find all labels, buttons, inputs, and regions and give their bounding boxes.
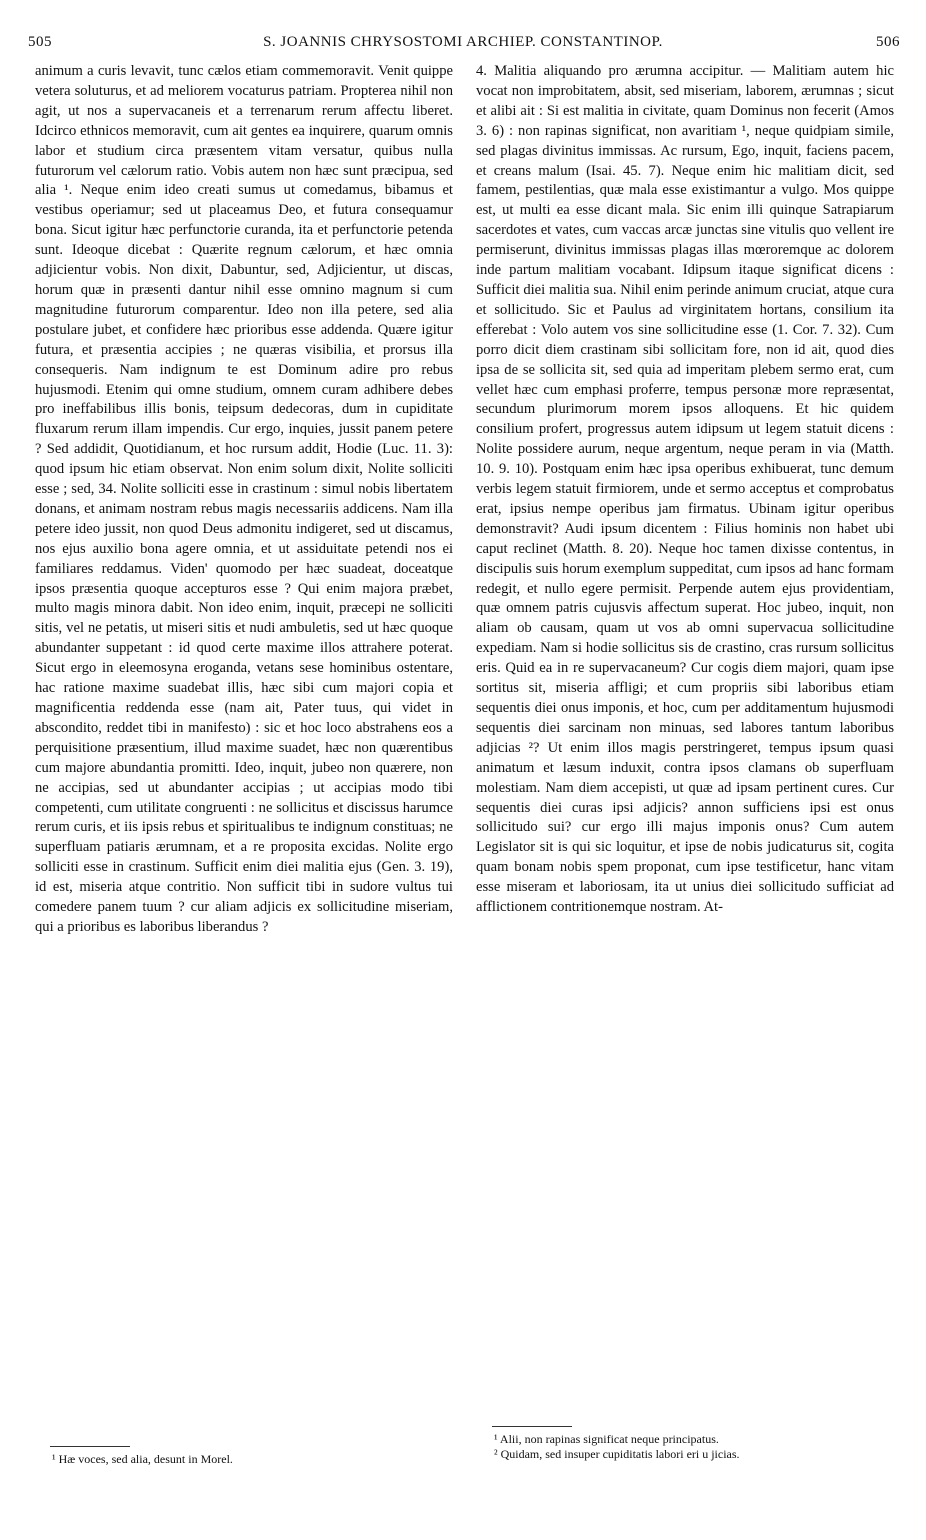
running-title: S. JOANNIS CHRYSOSTOMI ARCHIEP. CONSTANTINOP. (263, 34, 663, 50)
footnote-left (52, 1452, 452, 1467)
footnote-rule-right (492, 1426, 572, 1427)
running-header (20, 34, 906, 58)
footnote-rule-left (50, 1446, 130, 1447)
footnote-right (494, 1432, 894, 1462)
footnote-right-2: ² Quidam, sed insuper cupiditatis labori eri u jicias. (494, 1447, 740, 1461)
left-column-text: animum a curis levavit, tunc cælos etiam commemoravit. Venit quippe vetera soluturus, et ad meliorem vocaturus patriam. Propterea nihil non agit, ut nos a supervacaneis et a terrenarum rerum affectu liberet. Idcirco ethnicos memoravit, cum ait gentes ea inquirere, quarum omnis labor et studium circa præsentem vitam versatur, quibus nulla futurorum vel cælorum ratio. Vobis autem non hæc sunt præcipua, sed alia ¹. Neque enim ideo creati sumus ut comedamus, bibamus et vestibus operiamur; sed ut placeamus Deo, et futura consequamur bona. Sicut igitur hæc perfunctorie curanda, ita et perfunctorie petenda sunt. Ideoque dicebat : Quærite regnum cælorum, et hæc omnia adjicientur vobis. Non dixit, Dabuntur, sed, Adjicientur, ut discas, horum quæ in præsenti dantur nihil esse omnino magnum si cum magnitudine futurorum comparentur. Ideo non illa petere, sed alia postulare jubet, et confidere hæc prioribus esse addenda. Quære igitur futura, et præsentia accipies ; ne quæras visibilia, et prorsus illa consequeris. Nam indignum te est Dominum adire pro rebus hujusmodi. Etenim qui omne studium, omnem curam adhibere debes pro ineffabilibus illis bonis, teipsum dedecoras, dum in cupiditate fluxarum rerum illam impendis. Cur ergo, inquies, jussit panem petere ? Sed addidit, Quotidianum, et hoc rursum addit, Hodie (Luc. 11. 3): quod ipsum hic etiam observat. Non enim solum dixit, Nolite solliciti esse ; sed, 34. Nolite solliciti esse in crastinum : simul nobis libertatem donans, et animam nostram rebus magis necessariis addicens. Nam illa petere ideo jussit, non quod Deus admonitu indigeret, sed ut discamus, nos ejus auxilio bona agere omnia, et ut assiduitate petendi nos ei familiares reddamus. Viden' quomodo per hæc suadeat, doceatque ipsos præsentia quoque accepturos esse ? Qui enim majora præbet, multo magis minora dabit. Non ideo enim, inquit, præcepi ne solliciti sitis, vel ne petatis, ut miseri sitis et nudi ambuletis, sed ut hæc quoque abundanter suppetant : id quod certe maxime illos attrahere poterat. Sicut ergo in eleemosyna eroganda, vetans sese hominibus ostentare, hac ratione maxime suadebat illis, hæc sibi cum majori copia et magnificentia reddenda esse (nam ait, Pater tuus, qui videt in abscondito, reddet tibi in manifesto) : sic et hoc loco abstrahens eos a perquisitione præsentium, illud maxime suadet, hæc non quærentibus cum majore abundantia promitti. Ideo, inquit, jubeo non quærere, non ne accipias, sed ut abundanter accipias ; ut accipias modo tibi competenti, cum utilitate congruenti : ne sollicitus et discissus harumce rerum curis, et iis ipsis rebus et spiritualibus te indignum constituas; ne superfluam patiaris ærumnam, et a re proposita excidas. Nolite ergo solliciti esse in crastinum. Sufficit enim diei malitia ejus (Gen. 3. 19), id est, miseria atque contritio. Non sufficit tibi in sudore vultus tui comedere panem tuum ? cur aliam adjicis ex sollicitudine miseriam, qui a prioribus es laboribus liberandus ? (35, 63, 453, 935)
page-number-right: 506 (876, 34, 900, 50)
footnote-right-1: ¹ Alii, non rapinas significat neque principatus. (494, 1432, 719, 1446)
right-column (476, 62, 894, 918)
right-column-text: 4. Malitia aliquando pro ærumna accipitur. — Malitiam autem hic vocat non improbitatem, absit, sed miseriam, laborem, ærumnas ; sicut et alibi ait : Si est malitia in civitate, quam Dominus non fecerit (Amos 3. 6) : non rapinas significat, non avaritiam ¹, neque quidpiam simile, sed plagas divinitus immissas. Ac rursum, Ego, inquit, faciens pacem, et creans malum (Isai. 45. 7). Neque enim hic malitiam dicit, sed famem, pestilentias, quæ mala esse existimantur a vulgo. Mos quippe est, ut multi ea esse dicant mala. Sic enim illi quinque Satrapiarum sacerdotes et vates, cum vaccas arcæ junctas sine vitulis quo vellent ire permiserunt, divinitus immissas plagas illas mœroremque ac dolorem inde partum malitiam vocabant. Idipsum itaque significat dicens : Sufficit diei malitia sua. Nihil enim perinde animum cruciat, atque cura et sollicitudo. Sic et Paulus ad virginitatem hortans, consilium ita efferebat : Volo autem vos sine sollicitudine esse (1. Cor. 7. 32). Cum porro dicit diem crastinam sibi sollicitam fore, non id ait, quod dies ipsa de se sollicita sit, sed quia ad imperitam plebem sermo erat, cum vellet hæc cum emphasi proferre, tempus personæ more repræsentat, secundum plurimorum morem ipsos alloquens. Et hic quidem consilium profert, progressus autem idipsum ut legem statuit dicens : Nolite possidere aurum, neque argentum, neque peram in via (Matth. 10. 9. 10). Postquam enim hæc ipsa operibus exhibuerat, tunc demum verbis legem statuit firmiorem, unde et sermo acceptus et comprobatus erat, ipsius nempe operibus jam firmatus. Ubinam igitur operibus demonstravit? Audi ipsum dicentem : Filius hominis non habet ubi caput reclinet (Matth. 8. 20). Neque hoc tamen dixisse contentus, in discipulis suis horum exemplum suppeditat, cum ipsos ad hanc formam redegit, et nullo egere permisit. Perpende autem ejus providentiam, quæ omnem patris cujusvis affectum superat. Hoc jubeo, inquit, non aliam ob causam, quam ut vos ab omni supervacua sollicitudine expediam. Nam si hodie sollicitus sis de crastino, cras rursum sollicitus eris. Quid ea in re supervacaneum? Cur cogis diem majori, quam ipse sortitus sit, miseria affligi; et cum propriis sibi laboribus etiam sequentis diei onus imponis, et hoc, cum per additamentum hujusmodi sequentis diei sarcinam non minuas, sed labores tantum laboribus adjicias ²? Ut enim illos magis perstringeret, tempus ipsum quasi animatum et læsum induxit, contra ipsos clamans ob superfluam molestiam. Nam diem accepisti, ut quæ ad ipsam pertinent cures. Cur sequentis diei curas ipsi adjicis? annon sufficiens ipsi est onus sollicitudo sui? cur ergo illi majus imponis onus? Cum autem Legislator sit is qui sic loquitur, et ipse de nobis judicaturus sit, cogita quam bonam nobis spem proponat, cum ipse testificetur, hanc vitam esse miseram et laboriosam, ita ut unius diei sollicitudo sufficiat ad afflictionem contritionemque nostram. At- (476, 63, 894, 916)
page-number-left: 505 (28, 34, 52, 50)
left-column (35, 62, 453, 938)
footnote-left-1: ¹ Hæ voces, sed alia, desunt in Morel. (52, 1452, 233, 1466)
